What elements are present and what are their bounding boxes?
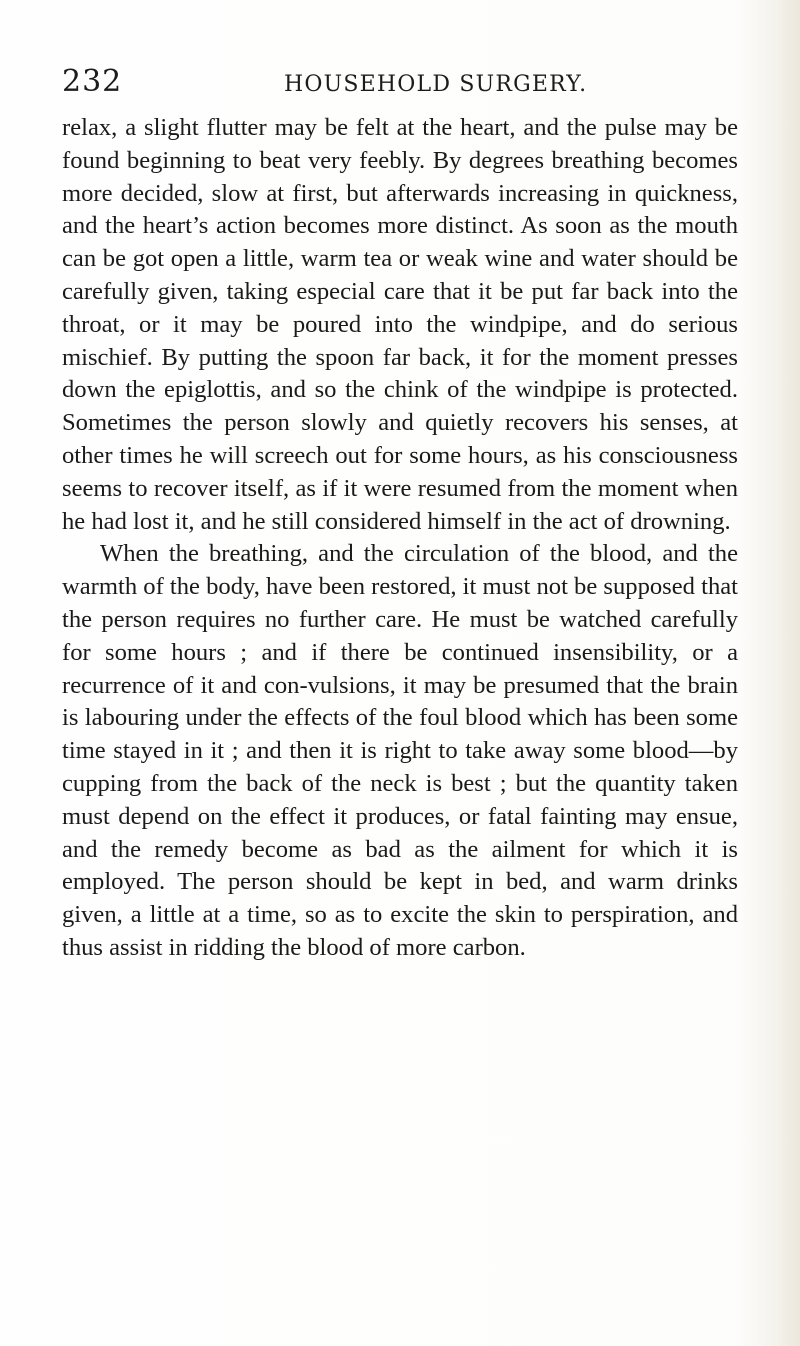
page-header bbox=[62, 64, 752, 104]
paragraph-after-recovery: When the breathing, and the circulation of the blood, and the warmth of the body, have been restored, it must not be supposed that the person requires no further care. He must be watched carefully for some hours ; and if there be continued insensibility, or a recurrence of it and con-vulsions, it may be presumed that the brain is labouring under the effects of the foul blood which has been some time stayed in it ; and then it is right to take away some blood—by cupping from the back of the neck is best ; but the quantity taken must depend on the effect it produces, or fatal fainting may ensue, and the remedy become as bad as the ailment for which it is employed. The person should be kept in bed, and warm drinks given, a little at a time, so as to excite the skin to perspiration, and thus assist in ridding the blood of more carbon. bbox=[62, 540, 738, 961]
body-text bbox=[62, 112, 738, 965]
running-head: HOUSEHOLD SURGERY. bbox=[284, 72, 588, 97]
page-number: 232 bbox=[62, 64, 123, 99]
paragraph-continuation: relax, a slight flutter may be felt at the heart, and the pulse may be found beginning to beat very feebly. By degrees breathing becomes more decided, slow at first, but afterwards increasing in quickness, and the heart’s action becomes more distinct. As soon as the mouth can be got open a little, warm tea or weak wine and water should be carefully given, taking especial care that it be put far back into the throat, or it may be poured into the windpipe, and do serious mischief. By putting the spoon far back, it for the moment presses down the epiglottis, and so the chink of the windpipe is protected. Sometimes the person slowly and quietly recovers his senses, at other times he will screech out for some hours, as his consciousness seems to recover itself, as if it were resumed from the moment when he had lost it, and he still considered himself in the act of drowning. bbox=[62, 114, 738, 535]
